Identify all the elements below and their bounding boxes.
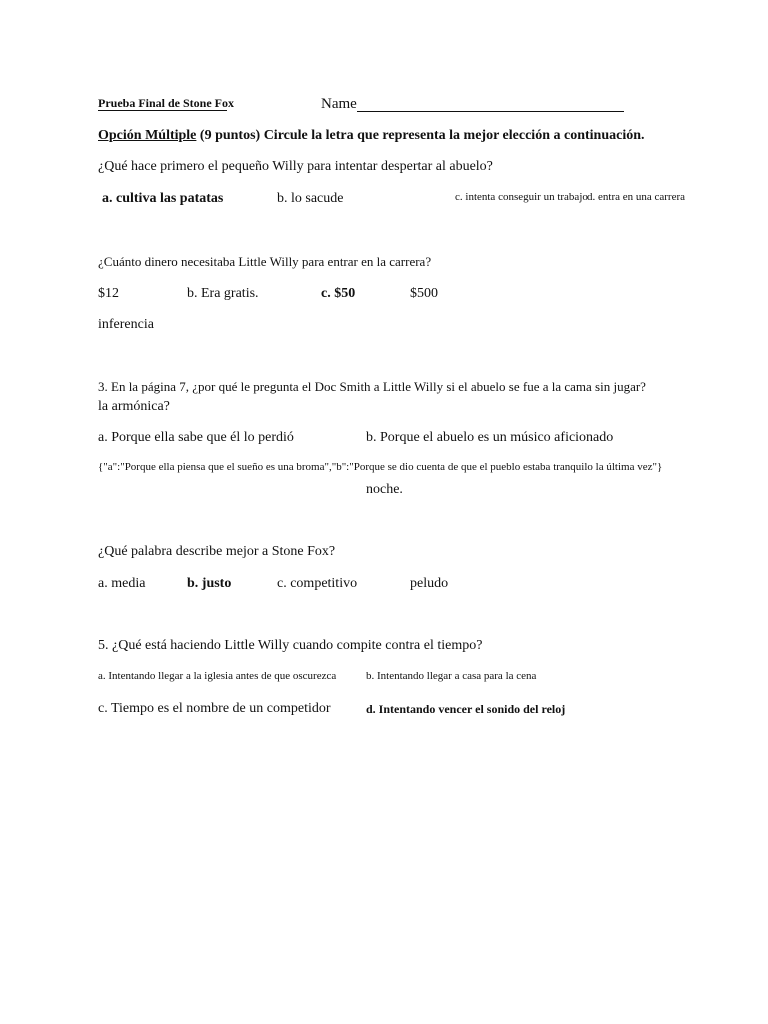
q5-option-d[interactable]: d. Intentando vencer el sonido del reloj — [366, 702, 566, 716]
q2-question: ¿Cuánto dinero necesitaba Little Willy para entrar en la carrera? — [98, 254, 432, 269]
q1-question: ¿Qué hace primero el pequeño Willy para intentar despertar al abuelo? — [98, 159, 493, 174]
q1-option-d[interactable]: d. entra en una carrera — [587, 191, 686, 203]
q2-option-a[interactable]: $12 — [98, 286, 119, 301]
name-field-line[interactable] — [357, 111, 624, 112]
q3-option-a[interactable]: a. Porque ella sabe que él lo perdió — [98, 430, 294, 445]
q1-option-b[interactable]: b. lo sacude — [277, 191, 344, 206]
q5-option-c[interactable]: c. Tiempo es el nombre de un competidor — [98, 701, 331, 716]
q3-option-b[interactable]: b. Porque el abuelo es un músico aficionado — [366, 430, 614, 445]
q4-option-a[interactable]: a. media — [98, 576, 146, 591]
q4-option-d[interactable]: peludo — [410, 576, 449, 591]
q2-note: inferencia — [98, 317, 154, 332]
q2-option-d[interactable]: $500 — [410, 286, 438, 301]
q2-option-b[interactable]: b. Era gratis. — [187, 286, 259, 301]
q5-question: 5. ¿Qué está haciendo Little Willy cuando compite contra el tiempo? — [98, 638, 483, 653]
q3-question: 3. En la página 7, ¿por qué le pregunta el Doc Smith a Little Willy si el abuelo se fue a la cama sin jugar? — [98, 379, 646, 394]
instructions-text: (9 puntos) Circule la letra que representa la mejor elección a continuación. — [196, 128, 645, 143]
q4-option-c[interactable]: c. competitivo — [277, 576, 358, 591]
q3-raw-options: {"a":"Porque ella piensa que el sueño es una broma","b":"Porque se dio cuenta de que el pueblo estaba tranquilo la última vez"} — [98, 461, 663, 473]
q5-option-b[interactable]: b. Intentando llegar a casa para la cena — [366, 670, 537, 682]
q1-option-c[interactable]: c. intenta conseguir un trabajo — [455, 191, 588, 203]
q3-tail: noche. — [366, 482, 403, 497]
name-label: Name — [321, 96, 357, 112]
instructions — [98, 129, 645, 143]
page-title: Prueba Final de Stone Fox — [98, 96, 235, 110]
title-underline — [98, 110, 227, 111]
q5-option-a[interactable]: a. Intentando llegar a la iglesia antes de que oscurezca — [98, 670, 337, 682]
q2-option-c[interactable]: c. $50 — [321, 286, 356, 301]
q3-question-cont: la armónica? — [98, 399, 170, 414]
instructions-heading: Opción Múltiple — [98, 128, 197, 143]
q4-option-b[interactable]: b. justo — [187, 576, 232, 591]
q1-option-a[interactable]: a. cultiva las patatas — [102, 191, 224, 206]
q4-question: ¿Qué palabra describe mejor a Stone Fox? — [98, 544, 336, 559]
